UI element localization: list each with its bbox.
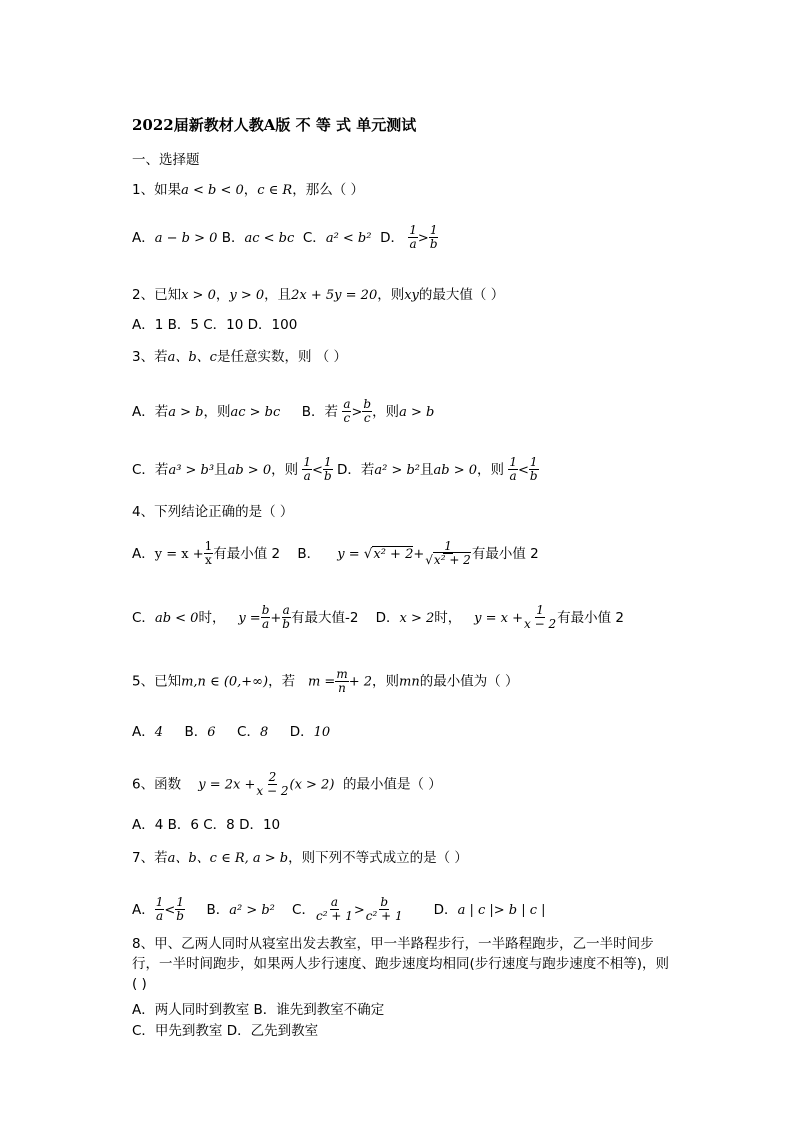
question-1-stem: 1、如果a < b < 0，c ∈ R，那么（ ）	[132, 182, 365, 198]
question-8-options-ab[interactable]: A．两人同时到教室 B．谁先到教室不确定	[132, 1002, 385, 1018]
option-d[interactable]: D．10	[289, 724, 331, 740]
option-a[interactable]: A． $\frac{1}{a}$ < $\frac{1}{b}$	[132, 895, 184, 923]
question-3-options-cd	[132, 456, 539, 483]
question-1-options	[132, 224, 439, 251]
question-5-options	[132, 720, 330, 740]
question-4-options-cd	[132, 604, 624, 631]
question-4-stem: 4、下列结论正确的是（ ）	[132, 504, 294, 520]
option-d[interactable]: D．若a² > b²且ab > 0，则 $\frac{1}{a}$ < $\frac{1}{b}$	[336, 455, 538, 483]
option-a[interactable]: A．4	[132, 724, 164, 740]
question-5-stem: 5、已知m,n ∈ (0,+∞)，若 m = $\frac{m}{n}$ + 2，则mn的最小值为（ ）	[132, 667, 519, 695]
option-b[interactable]: B．6	[184, 724, 216, 740]
question-7-options	[132, 896, 546, 923]
option-a[interactable]: A．y = x + $\frac{1}{x}$ 有最小值 2	[132, 539, 281, 567]
option-d[interactable]: D． $\frac{1}{a}$ > $\frac{1}{b}$	[380, 223, 438, 251]
question-6-options[interactable]: A．4 B．6 C．8 D．10	[132, 817, 281, 833]
option-c[interactable]: C． $\frac{a}{\text{c² + 1}}$ > $\frac{b}{\text{c² + 1}}$	[292, 895, 403, 923]
option-b[interactable]: B．a² > b²	[206, 901, 275, 918]
option-c[interactable]: C．8	[237, 724, 269, 740]
page-title: 2022届新教材人教A版 不 等 式 单元测试	[132, 116, 417, 134]
option-a[interactable]: A．a − b > 0	[132, 229, 218, 246]
question-2-stem: 2、已知x > 0，y > 0，且2x + 5y = 20，则xy的最大值（ ）	[132, 287, 505, 303]
option-c[interactable]: C．ab < 0时， y = $\frac{b}{a}$ + $\frac{a}{b}$ 有最大值-2	[132, 603, 359, 631]
option-d[interactable]: D．x > 2时， y = x + $\frac{1}{x - 2}$ 有最小值 2	[375, 603, 625, 631]
question-3-options-ab	[132, 398, 434, 425]
section-heading: 一、选择题	[132, 152, 200, 168]
question-3-stem: 3、若a、b、c是任意实数，则 （ ）	[132, 349, 348, 365]
question-8-options-cd[interactable]: C．甲先到教室 D．乙先到教室	[132, 1023, 319, 1039]
question-4-options-ab	[132, 540, 539, 567]
option-c[interactable]: C．若a³ > b³且ab > 0，则 $\frac{1}{a}$ < $\frac{1}{b}$	[132, 455, 332, 483]
question-6-stem: 6、函数 y = 2x + $\frac{2}{x - 2}$ (x > 2) 的最小值是（ ）	[132, 770, 442, 798]
option-d[interactable]: D．a | c |> b | c |	[433, 901, 546, 918]
question-2-options[interactable]: A．1 B．5 C．10 D．100	[132, 317, 298, 333]
option-b[interactable]: B． y = √x² + 2+ $\frac{1}{\text{√x² + 2}}$ 有最小值 2	[297, 539, 539, 567]
question-7-stem: 7、若a、b、c ∈ R, a > b，则下列不等式成立的是（ ）	[132, 850, 468, 866]
option-b[interactable]: B．ac < bc	[221, 229, 295, 246]
question-8-stem: 8、甲、乙两人同时从寝室出发去教室，甲一半路程步行，一半路程跑步，乙一半时间步行，一半时间跑步，如果两人步行速度、跑步速度均相同(步行速度与跑步速度不相等)，则( )	[132, 936, 670, 992]
option-c[interactable]: C．a² < b²	[302, 229, 372, 246]
option-a[interactable]: A．若a > b，则ac > bc	[132, 403, 281, 420]
option-b[interactable]: B．若 $\frac{a}{c}$ > $\frac{b}{c}$ ，则a > b	[301, 397, 435, 425]
